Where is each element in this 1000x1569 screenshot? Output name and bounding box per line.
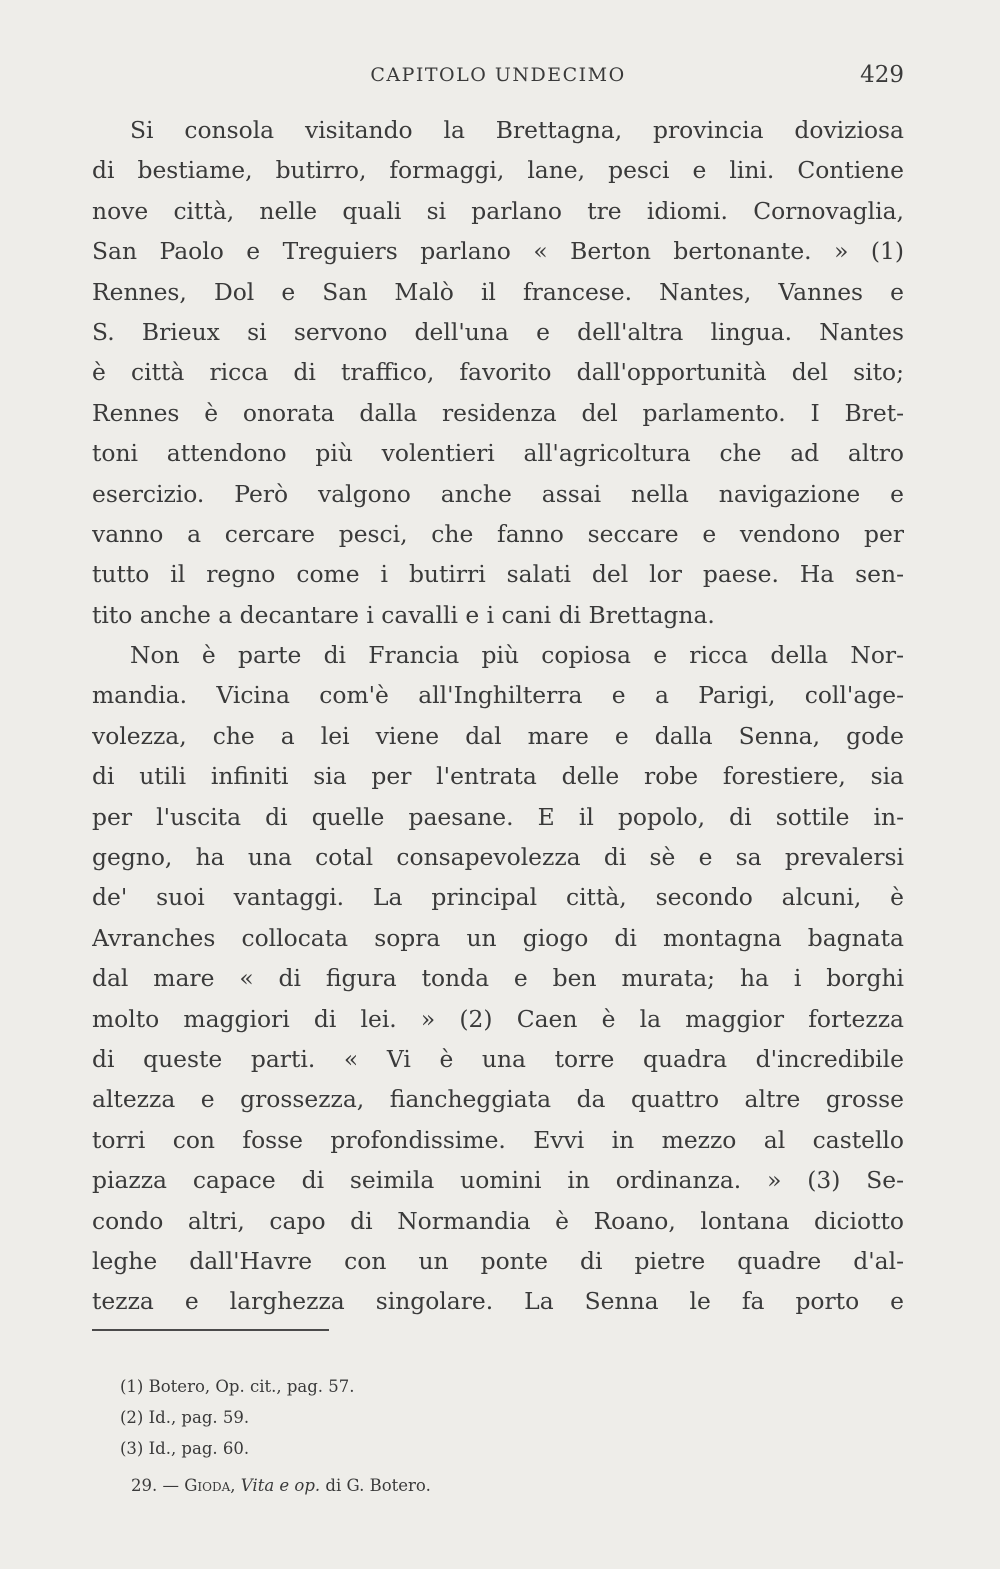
text-line: S. Brieux si servono dell'una e dell'altra lingua. Nantes — [92, 317, 904, 346]
text-line: è città ricca di traffico, favorito dall'opportunità del sito; — [92, 358, 904, 387]
chapter-title: CAPITOLO UNDECIMO — [370, 64, 626, 86]
text-line: dal mare « di figura tonda e ben murata; ha i borghi — [92, 964, 904, 993]
text-line: San Paolo e Treguiers parlano « Berton bertonante. » (1) — [92, 237, 904, 266]
paragraph-normandia — [92, 635, 904, 1322]
text-line: torri con fosse profondissime. Evvi in mezzo al castello — [92, 1125, 904, 1154]
running-head — [92, 58, 904, 92]
paragraph-brettagna — [92, 110, 904, 635]
signature-title: Vita e op. — [240, 1476, 321, 1495]
text-line: leghe dall'Havre con un ponte di pietre quadre d'al- — [92, 1246, 904, 1275]
page-number: 429 — [860, 62, 904, 88]
footnote-rule — [92, 1329, 329, 1331]
signature-number: 29. — — [131, 1476, 179, 1495]
text-line: Rennes è onorata dalla residenza del parlamento. I Bret- — [92, 398, 904, 427]
text-line: volezza, che a lei viene dal mare e dalla Senna, gode — [92, 721, 904, 750]
signature-author: Gioda, — [184, 1476, 236, 1495]
text-line: mandia. Vicina com'è all'Inghilterra e a Parigi, coll'age- — [92, 681, 904, 710]
text-line: tutto il regno come i butirri salati del lor paese. Ha sen- — [92, 560, 904, 589]
signature-rest: di G. Botero. — [325, 1476, 431, 1495]
text-line: di queste parti. « Vi è una torre quadra d'incredibile — [92, 1044, 904, 1073]
footnotes — [120, 1371, 620, 1464]
text-line: di bestiame, butirro, formaggi, lane, pesci e lini. Contiene — [92, 156, 904, 185]
text-line: Non è parte di Francia più copiosa e ricca della Nor- — [130, 641, 904, 670]
text-line: tezza e larghezza singolare. La Senna le fa porto e — [92, 1287, 904, 1316]
text-line: per l'uscita di quelle paesane. E il popolo, di sottile in- — [92, 802, 904, 831]
body-text — [92, 110, 904, 1322]
footnote: (2) Id., pag. 59. — [120, 1408, 250, 1427]
signature-line — [131, 1471, 431, 1501]
footnote: (1) Botero, Op. cit., pag. 57. — [120, 1377, 355, 1396]
text-line: condo altri, capo di Normandia è Roano, lontana diciotto — [92, 1206, 904, 1235]
text-line: Si consola visitando la Brettagna, provincia doviziosa — [130, 116, 904, 144]
text-line: piazza capace di seimila uomini in ordinanza. » (3) Se- — [92, 1166, 904, 1195]
text-line: de' suoi vantaggi. La principal città, secondo alcuni, è — [92, 883, 904, 912]
text-line: altezza e grossezza, fiancheggiata da quattro altre grosse — [92, 1085, 904, 1114]
text-line: nove città, nelle quali si parlano tre idiomi. Cornovaglia, — [92, 196, 904, 225]
text-line: di utili infiniti sia per l'entrata delle robe forestiere, sia — [92, 762, 904, 791]
text-line: Rennes, Dol e San Malò il francese. Nantes, Vannes e — [92, 277, 904, 306]
text-line: gegno, ha una cotal consapevolezza di sè e sa prevalersi — [92, 843, 904, 872]
footnote: (3) Id., pag. 60. — [120, 1439, 250, 1458]
text-line: toni attendono più volentieri all'agricoltura che ad altro — [92, 439, 904, 468]
text-line: vanno a cercare pesci, che fanno seccare e vendono per — [92, 519, 904, 548]
text-line: esercizio. Però valgono anche assai nella navigazione e — [92, 479, 904, 508]
text-line: Avranches collocata sopra un giogo di montagna bagnata — [92, 923, 904, 952]
text-line: tito anche a decantare i cavalli e i cani di Brettagna. — [92, 600, 715, 629]
text-line: molto maggiori di lei. » (2) Caen è la maggior fortezza — [92, 1004, 904, 1033]
